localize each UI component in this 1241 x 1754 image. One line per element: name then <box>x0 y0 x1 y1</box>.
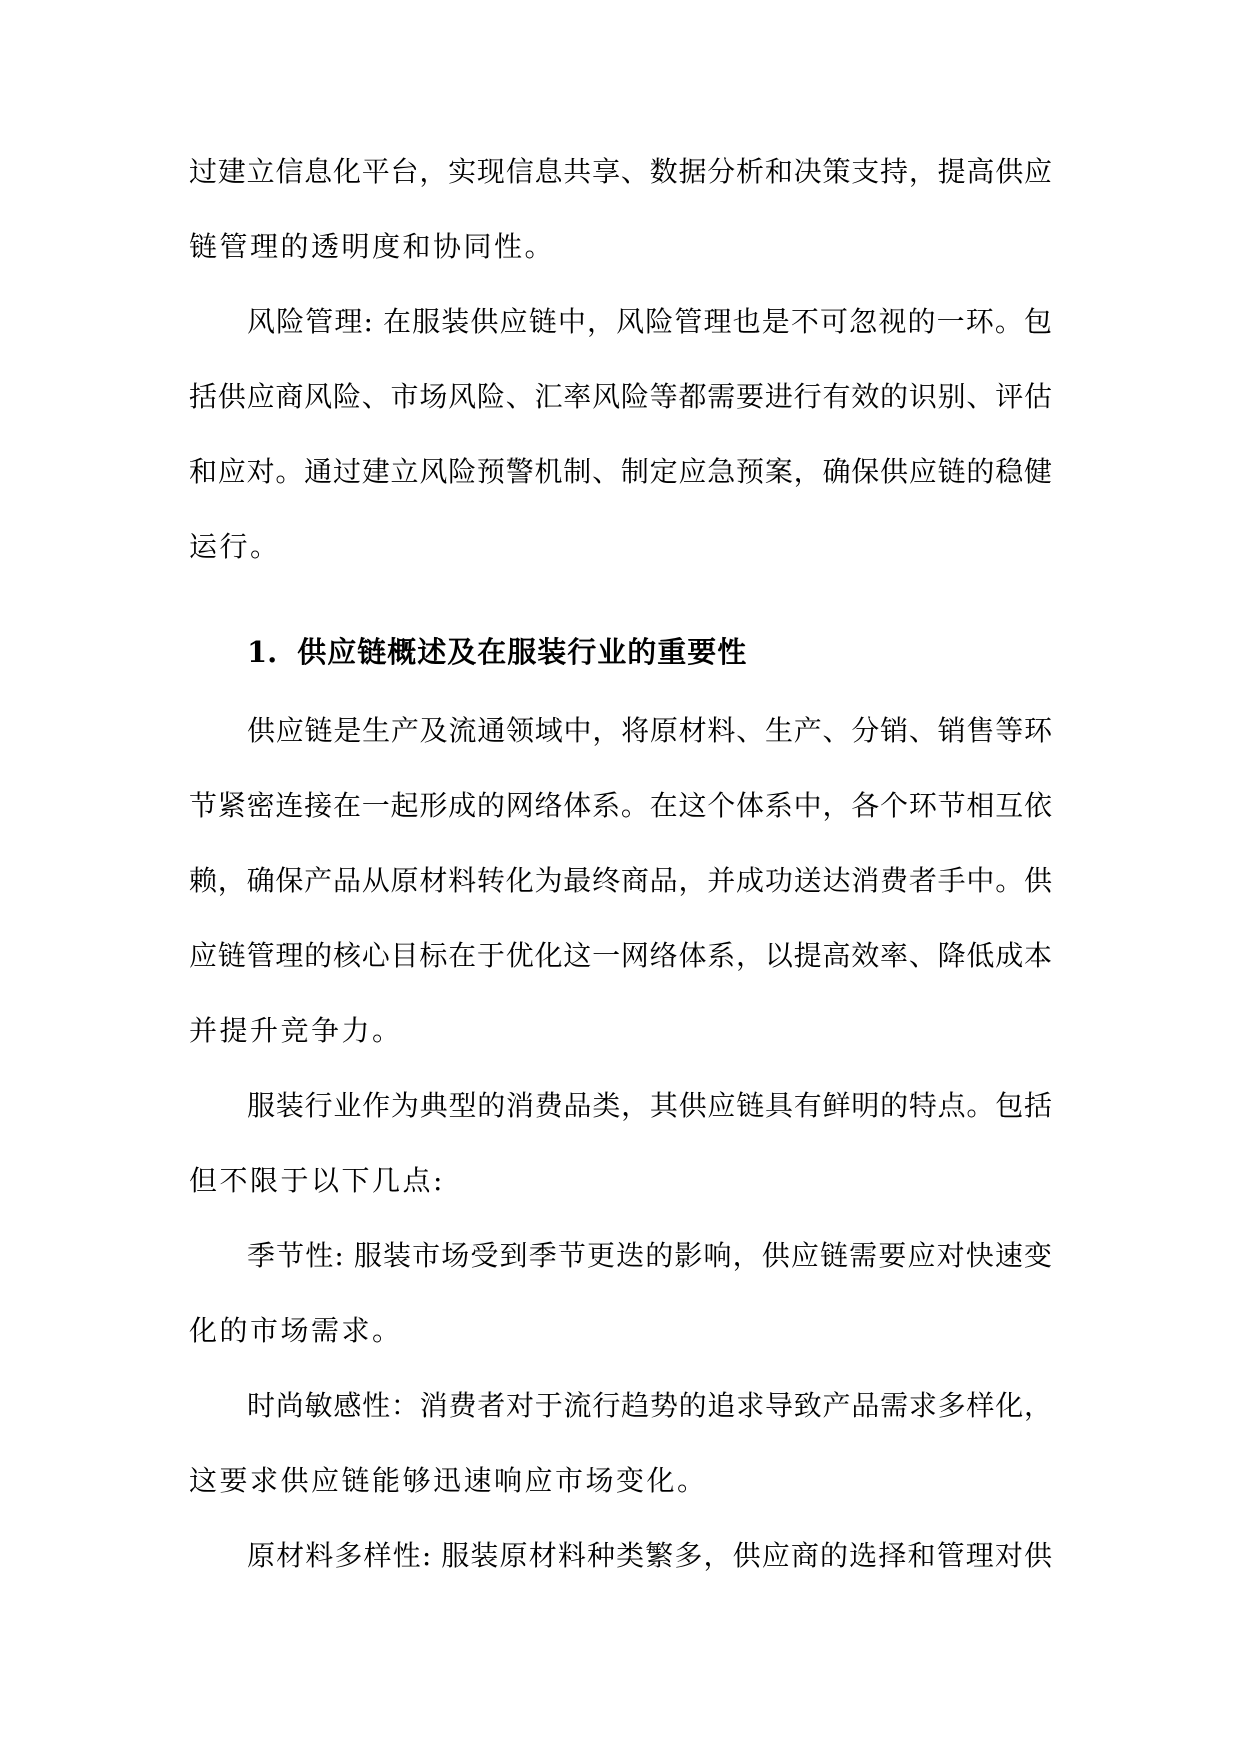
text-line: 原材料多样性: 服装原材料种类繁多，供应商的选择和管理对供 <box>247 1539 1052 1572</box>
document-text-body <box>189 134 1052 1593</box>
text-line: 节紧密连接在一起形成的网络体系。在这个体系中，各个环节相互依 <box>189 789 1052 822</box>
text-line: 化的市场需求。 <box>189 1314 403 1347</box>
section-heading-number: 1. <box>247 635 278 669</box>
text-line: 和应对。通过建立风险预警机制、制定应急预案，确保供应链的稳健 <box>189 455 1052 488</box>
text-line: 但不限于以下几点: <box>189 1164 445 1197</box>
text-line: 应链管理的核心目标在于优化这一网络体系，以提高效率、降低成本 <box>189 939 1052 972</box>
text-line: 过建立信息化平台，实现信息共享、数据分析和决策支持，提高供应 <box>189 155 1052 188</box>
text-line: 风险管理: 在服装供应链中，风险管理也是不可忽视的一环。包 <box>247 305 1052 338</box>
text-line: 服装行业作为典型的消费品类，其供应链具有鲜明的特点。包括 <box>247 1089 1052 1122</box>
text-line: 时尚敏感性：消费者对于流行趋势的追求导致产品需求多样化， <box>247 1389 1052 1422</box>
text-line: 季节性: 服装市场受到季节更迭的影响，供应链需要应对快速变 <box>247 1239 1052 1272</box>
text-line: 链管理的透明度和协同性。 <box>189 230 556 263</box>
text-line: 并提升竞争力。 <box>189 1014 403 1047</box>
section-heading <box>189 615 1052 690</box>
text-line: 括供应商风险、市场风险、汇率风险等都需要进行有效的识别、评估 <box>189 380 1052 413</box>
text-line: 赖，确保产品从原材料转化为最终商品，并成功送达消费者手中。供 <box>189 864 1052 897</box>
text-line: 运行。 <box>189 530 281 563</box>
text-line: 供应链是生产及流通领域中，将原材料、生产、分销、销售等环 <box>247 714 1052 747</box>
text-line: 这要求供应链能够迅速响应市场变化。 <box>189 1464 708 1497</box>
section-heading-text: 供应链概述及在服装行业的重要性 <box>297 635 748 669</box>
